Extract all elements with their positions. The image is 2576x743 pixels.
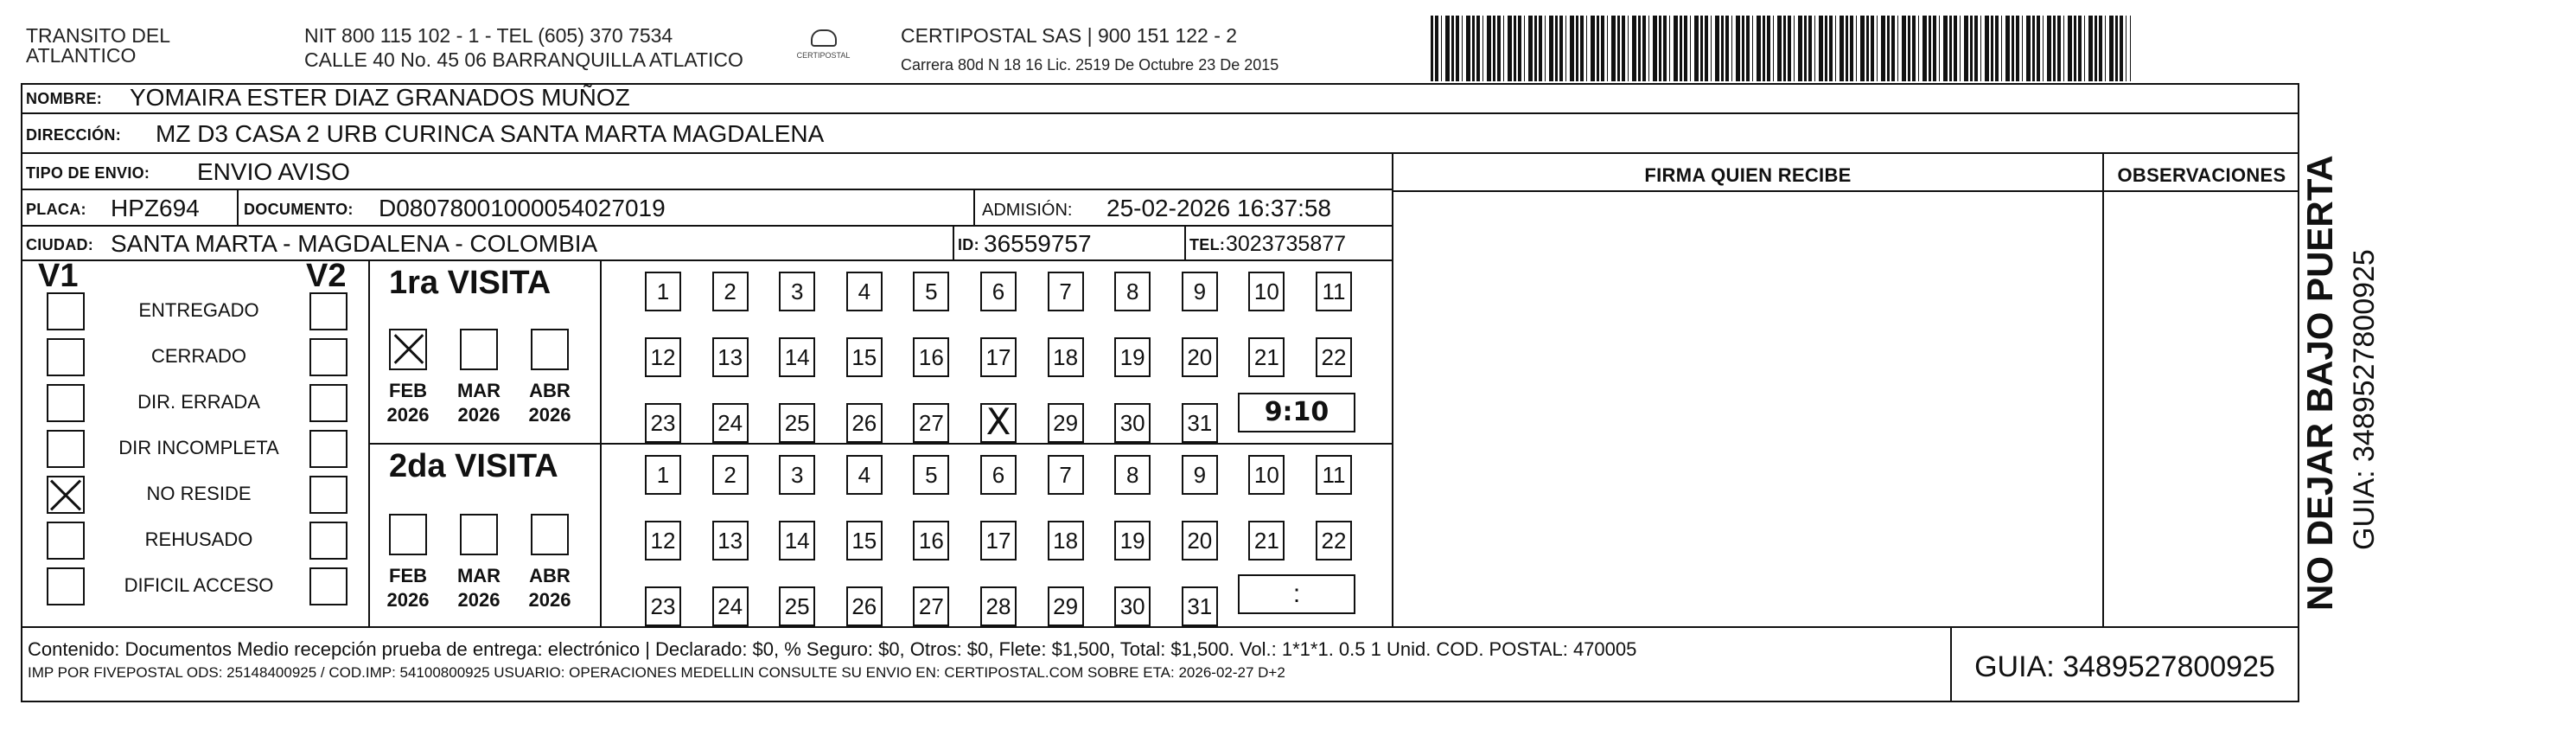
day-box[interactable]: 21 — [1248, 521, 1285, 560]
tel-value: 3023735877 — [1226, 232, 1347, 256]
day-box[interactable]: 4 — [846, 272, 883, 311]
day-box[interactable]: 25 — [779, 586, 815, 626]
divider-observaciones — [2102, 154, 2104, 626]
month-name: ABR — [529, 380, 571, 401]
day-box[interactable]: 22 — [1316, 337, 1352, 377]
certipostal-logo — [782, 29, 864, 60]
reason-label: DIFICIL ACCESO — [124, 574, 274, 596]
side-guia: GUIA: 3489527800925 — [2348, 249, 2381, 550]
day-box[interactable]: 29 — [1048, 586, 1084, 626]
second-visit-title: 2da VISITA — [389, 448, 558, 484]
day-box[interactable]: 26 — [846, 586, 883, 626]
firma-column-header: FIRMA QUIEN RECIBE — [1644, 164, 1852, 186]
logo-text: CERTIPOSTAL — [796, 51, 851, 60]
day-box[interactable]: 27 — [913, 586, 949, 626]
reason-label: DIR. ERRADA — [137, 391, 260, 413]
divider-placa — [237, 190, 239, 225]
v2-checkbox[interactable] — [309, 384, 348, 422]
month-name: MAR — [456, 565, 501, 586]
row-tipo-envio — [21, 154, 1392, 190]
tipo-envio-label: TIPO DE ENVIO: — [26, 164, 150, 182]
divider-id — [1184, 227, 1186, 259]
first-visit-title: 1ra VISITA — [389, 265, 552, 301]
sender-name-line1: TRANSITO DEL — [26, 24, 170, 47]
footer-guia: GUIA: 3489527800925 — [1974, 650, 2275, 683]
divider-ciudad — [953, 227, 954, 259]
day-box[interactable]: 25 — [779, 403, 815, 443]
v2-header: V2 — [306, 258, 347, 294]
reason-label: REHUSADO — [144, 528, 253, 550]
side-warning: NO DEJAR BAJO PUERTA — [2299, 155, 2340, 611]
v2-checkbox[interactable] — [309, 338, 348, 376]
divider-documento — [973, 190, 975, 225]
barcode — [1431, 16, 2131, 81]
reason-label: CERRADO — [150, 345, 246, 367]
footer-imp: IMP POR FIVEPOSTAL ODS: 25148400925 / COD.IMP: 54100800925 USUARIO: OPERACIONES MEDELLIN CONSULTE SU ENVIO EN: CERTIPOSTAL.COM SOBRE ETA: 2026-02-27 D+2 — [28, 664, 1285, 681]
reason-label: DIR INCOMPLETA — [118, 437, 279, 458]
reason-label: NO RESIDE — [146, 483, 252, 504]
day-box[interactable]: 5 — [913, 455, 949, 495]
day-box[interactable]: 8 — [1114, 455, 1151, 495]
id-value: 36559757 — [984, 230, 1092, 257]
sender-address: CALLE 40 No. 45 06 BARRANQUILLA ATLATICO — [304, 48, 743, 71]
day-box[interactable]: 13 — [712, 337, 749, 377]
day-box[interactable]: 2 — [712, 272, 749, 311]
day-box[interactable]: 12 — [645, 337, 681, 377]
placa-label: PLACA: — [26, 201, 86, 218]
month-year: 2026 — [386, 404, 430, 426]
day-box[interactable]: 31 — [1182, 403, 1218, 443]
logo-icon — [811, 29, 837, 47]
day-box[interactable]: 12 — [645, 521, 681, 560]
documento-value: D08078001000054027019 — [379, 195, 666, 221]
row-nombre — [21, 83, 2299, 114]
id-label: ID: — [958, 236, 979, 253]
nombre-value: YOMAIRA ESTER DIAZ GRANADOS MUÑOZ — [130, 84, 630, 111]
day-box[interactable]: 2 — [712, 455, 749, 495]
direccion-value: MZ D3 CASA 2 URB CURINCA SANTA MARTA MAGDALENA — [156, 120, 825, 147]
month-label — [382, 564, 434, 612]
day-box[interactable]: 11 — [1316, 455, 1352, 495]
divider-footer — [21, 626, 2299, 628]
divider-firma — [1392, 154, 1393, 626]
reason-label: ENTREGADO — [138, 299, 259, 321]
month-label — [382, 379, 434, 427]
v1-checkbox[interactable] — [47, 567, 85, 605]
day-box[interactable] — [980, 403, 1017, 443]
day-box[interactable]: 20 — [1182, 337, 1218, 377]
month-name: ABR — [529, 565, 571, 586]
divider-col-header — [1392, 190, 2299, 192]
month-checkbox-abr[interactable] — [531, 514, 569, 555]
month-checkbox-mar[interactable] — [460, 514, 498, 555]
day-box[interactable]: 26 — [846, 403, 883, 443]
row-placa — [21, 190, 1392, 227]
day-box[interactable]: 23 — [645, 403, 681, 443]
month-year: 2026 — [528, 404, 571, 426]
day-box[interactable]: 27 — [913, 403, 949, 443]
day-box[interactable]: 9 — [1182, 272, 1218, 311]
admision-label: ADMISIÓN: — [982, 201, 1073, 220]
v1-checkbox[interactable] — [47, 430, 85, 468]
tel-label: TEL: — [1189, 236, 1226, 253]
day-box[interactable]: 31 — [1182, 586, 1218, 626]
day-box[interactable]: 19 — [1114, 337, 1151, 377]
day-box[interactable]: 7 — [1048, 272, 1084, 311]
day-box[interactable]: 6 — [980, 272, 1017, 311]
footer-contenido: Contenido: Documentos Medio recepción prueba de entrega: electrónico | Declarado: $0, % Seguro: $0, Otros: $0, Flete: $1,500, Total: $1,500. Vol.: 1*1*1. 0.5 1 Unid. COD. POSTAL: 470005 — [28, 638, 1637, 660]
day-box[interactable]: 16 — [913, 337, 949, 377]
day-box[interactable]: 4 — [846, 455, 883, 495]
day-box[interactable]: 17 — [980, 337, 1017, 377]
day-box[interactable]: 10 — [1248, 272, 1285, 311]
day-box[interactable]: 8 — [1114, 272, 1151, 311]
carrier-license: Carrera 80d N 18 16 Lic. 2519 De Octubre 23 De 2015 — [901, 56, 1279, 74]
month-name: MAR — [456, 380, 501, 401]
day-box[interactable]: 29 — [1048, 403, 1084, 443]
second-visit-time[interactable]: : — [1238, 574, 1355, 614]
day-box[interactable]: 3 — [779, 455, 815, 495]
month-label — [453, 379, 505, 427]
v2-checkbox[interactable] — [309, 430, 348, 468]
admision-value: 25-02-2026 16:37:58 — [1106, 195, 1331, 221]
row-ciudad — [21, 227, 1392, 261]
day-box[interactable]: 24 — [712, 403, 749, 443]
direccion-label: DIRECCIÓN: — [26, 126, 121, 144]
month-checkbox-feb[interactable] — [389, 514, 427, 555]
tipo-envio-value: ENVIO AVISO — [197, 158, 350, 185]
v1-checkbox[interactable] — [47, 476, 85, 514]
month-checkbox-mar[interactable] — [460, 329, 498, 370]
month-name: FEB — [389, 380, 427, 401]
v1-header: V1 — [38, 258, 79, 294]
month-name: FEB — [389, 565, 427, 586]
v1-checkbox[interactable] — [47, 522, 85, 560]
divider-visits — [368, 443, 1392, 445]
row-direccion — [21, 114, 2299, 154]
day-box[interactable]: 9 — [1182, 455, 1218, 495]
observaciones-column-header: OBSERVACIONES — [2117, 164, 2286, 186]
day-box[interactable]: 20 — [1182, 521, 1218, 560]
day-box[interactable]: 15 — [846, 521, 883, 560]
day-box[interactable]: 19 — [1114, 521, 1151, 560]
v1-checkbox[interactable] — [47, 292, 85, 330]
day-box[interactable]: 18 — [1048, 337, 1084, 377]
month-checkbox-feb[interactable] — [389, 329, 427, 370]
documento-label: DOCUMENTO: — [244, 201, 354, 218]
first-visit-time[interactable]: 9:10 — [1238, 393, 1355, 432]
sender-nit: NIT 800 115 102 - 1 - TEL (605) 370 7534 — [304, 24, 673, 47]
month-year: 2026 — [386, 589, 430, 611]
month-checkbox-abr[interactable] — [531, 329, 569, 370]
day-box[interactable]: 15 — [846, 337, 883, 377]
day-box[interactable]: 21 — [1248, 337, 1285, 377]
day-box[interactable]: 11 — [1316, 272, 1352, 311]
day-box[interactable]: 13 — [712, 521, 749, 560]
day-box[interactable]: 1 — [645, 455, 681, 495]
day-box[interactable]: 22 — [1316, 521, 1352, 560]
v2-checkbox[interactable] — [309, 567, 348, 605]
day-box[interactable]: 16 — [913, 521, 949, 560]
day-box[interactable]: 14 — [779, 337, 815, 377]
day-box[interactable]: 5 — [913, 272, 949, 311]
placa-value: HPZ694 — [111, 195, 200, 221]
month-label — [524, 379, 576, 427]
day-box[interactable]: 30 — [1114, 586, 1151, 626]
day-box[interactable]: 1 — [645, 272, 681, 311]
v1-checkbox[interactable] — [47, 338, 85, 376]
ciudad-label: CIUDAD: — [26, 236, 94, 253]
v2-checkbox[interactable] — [309, 292, 348, 330]
month-label — [453, 564, 505, 612]
day-box[interactable]: 18 — [1048, 521, 1084, 560]
nombre-label: NOMBRE: — [26, 90, 103, 107]
day-box[interactable]: 14 — [779, 521, 815, 560]
day-box[interactable]: 24 — [712, 586, 749, 626]
day-box[interactable]: 28 — [980, 586, 1017, 626]
month-year: 2026 — [457, 404, 501, 426]
month-label — [524, 564, 576, 612]
v1-checkbox[interactable] — [47, 384, 85, 422]
day-box[interactable]: 3 — [779, 272, 815, 311]
day-box[interactable]: 23 — [645, 586, 681, 626]
day-box[interactable]: 7 — [1048, 455, 1084, 495]
month-year: 2026 — [528, 589, 571, 611]
v2-checkbox[interactable] — [309, 476, 348, 514]
month-year: 2026 — [457, 589, 501, 611]
v2-checkbox[interactable] — [309, 522, 348, 560]
ciudad-value: SANTA MARTA - MAGDALENA - COLOMBIA — [111, 230, 598, 257]
day-box[interactable]: 6 — [980, 455, 1017, 495]
day-box[interactable]: 10 — [1248, 455, 1285, 495]
day-box[interactable]: 30 — [1114, 403, 1151, 443]
sender-name-line2: ATLANTICO — [26, 44, 137, 67]
day-box[interactable]: 17 — [980, 521, 1017, 560]
carrier-company: CERTIPOSTAL SAS | 900 151 122 - 2 — [901, 24, 1238, 47]
